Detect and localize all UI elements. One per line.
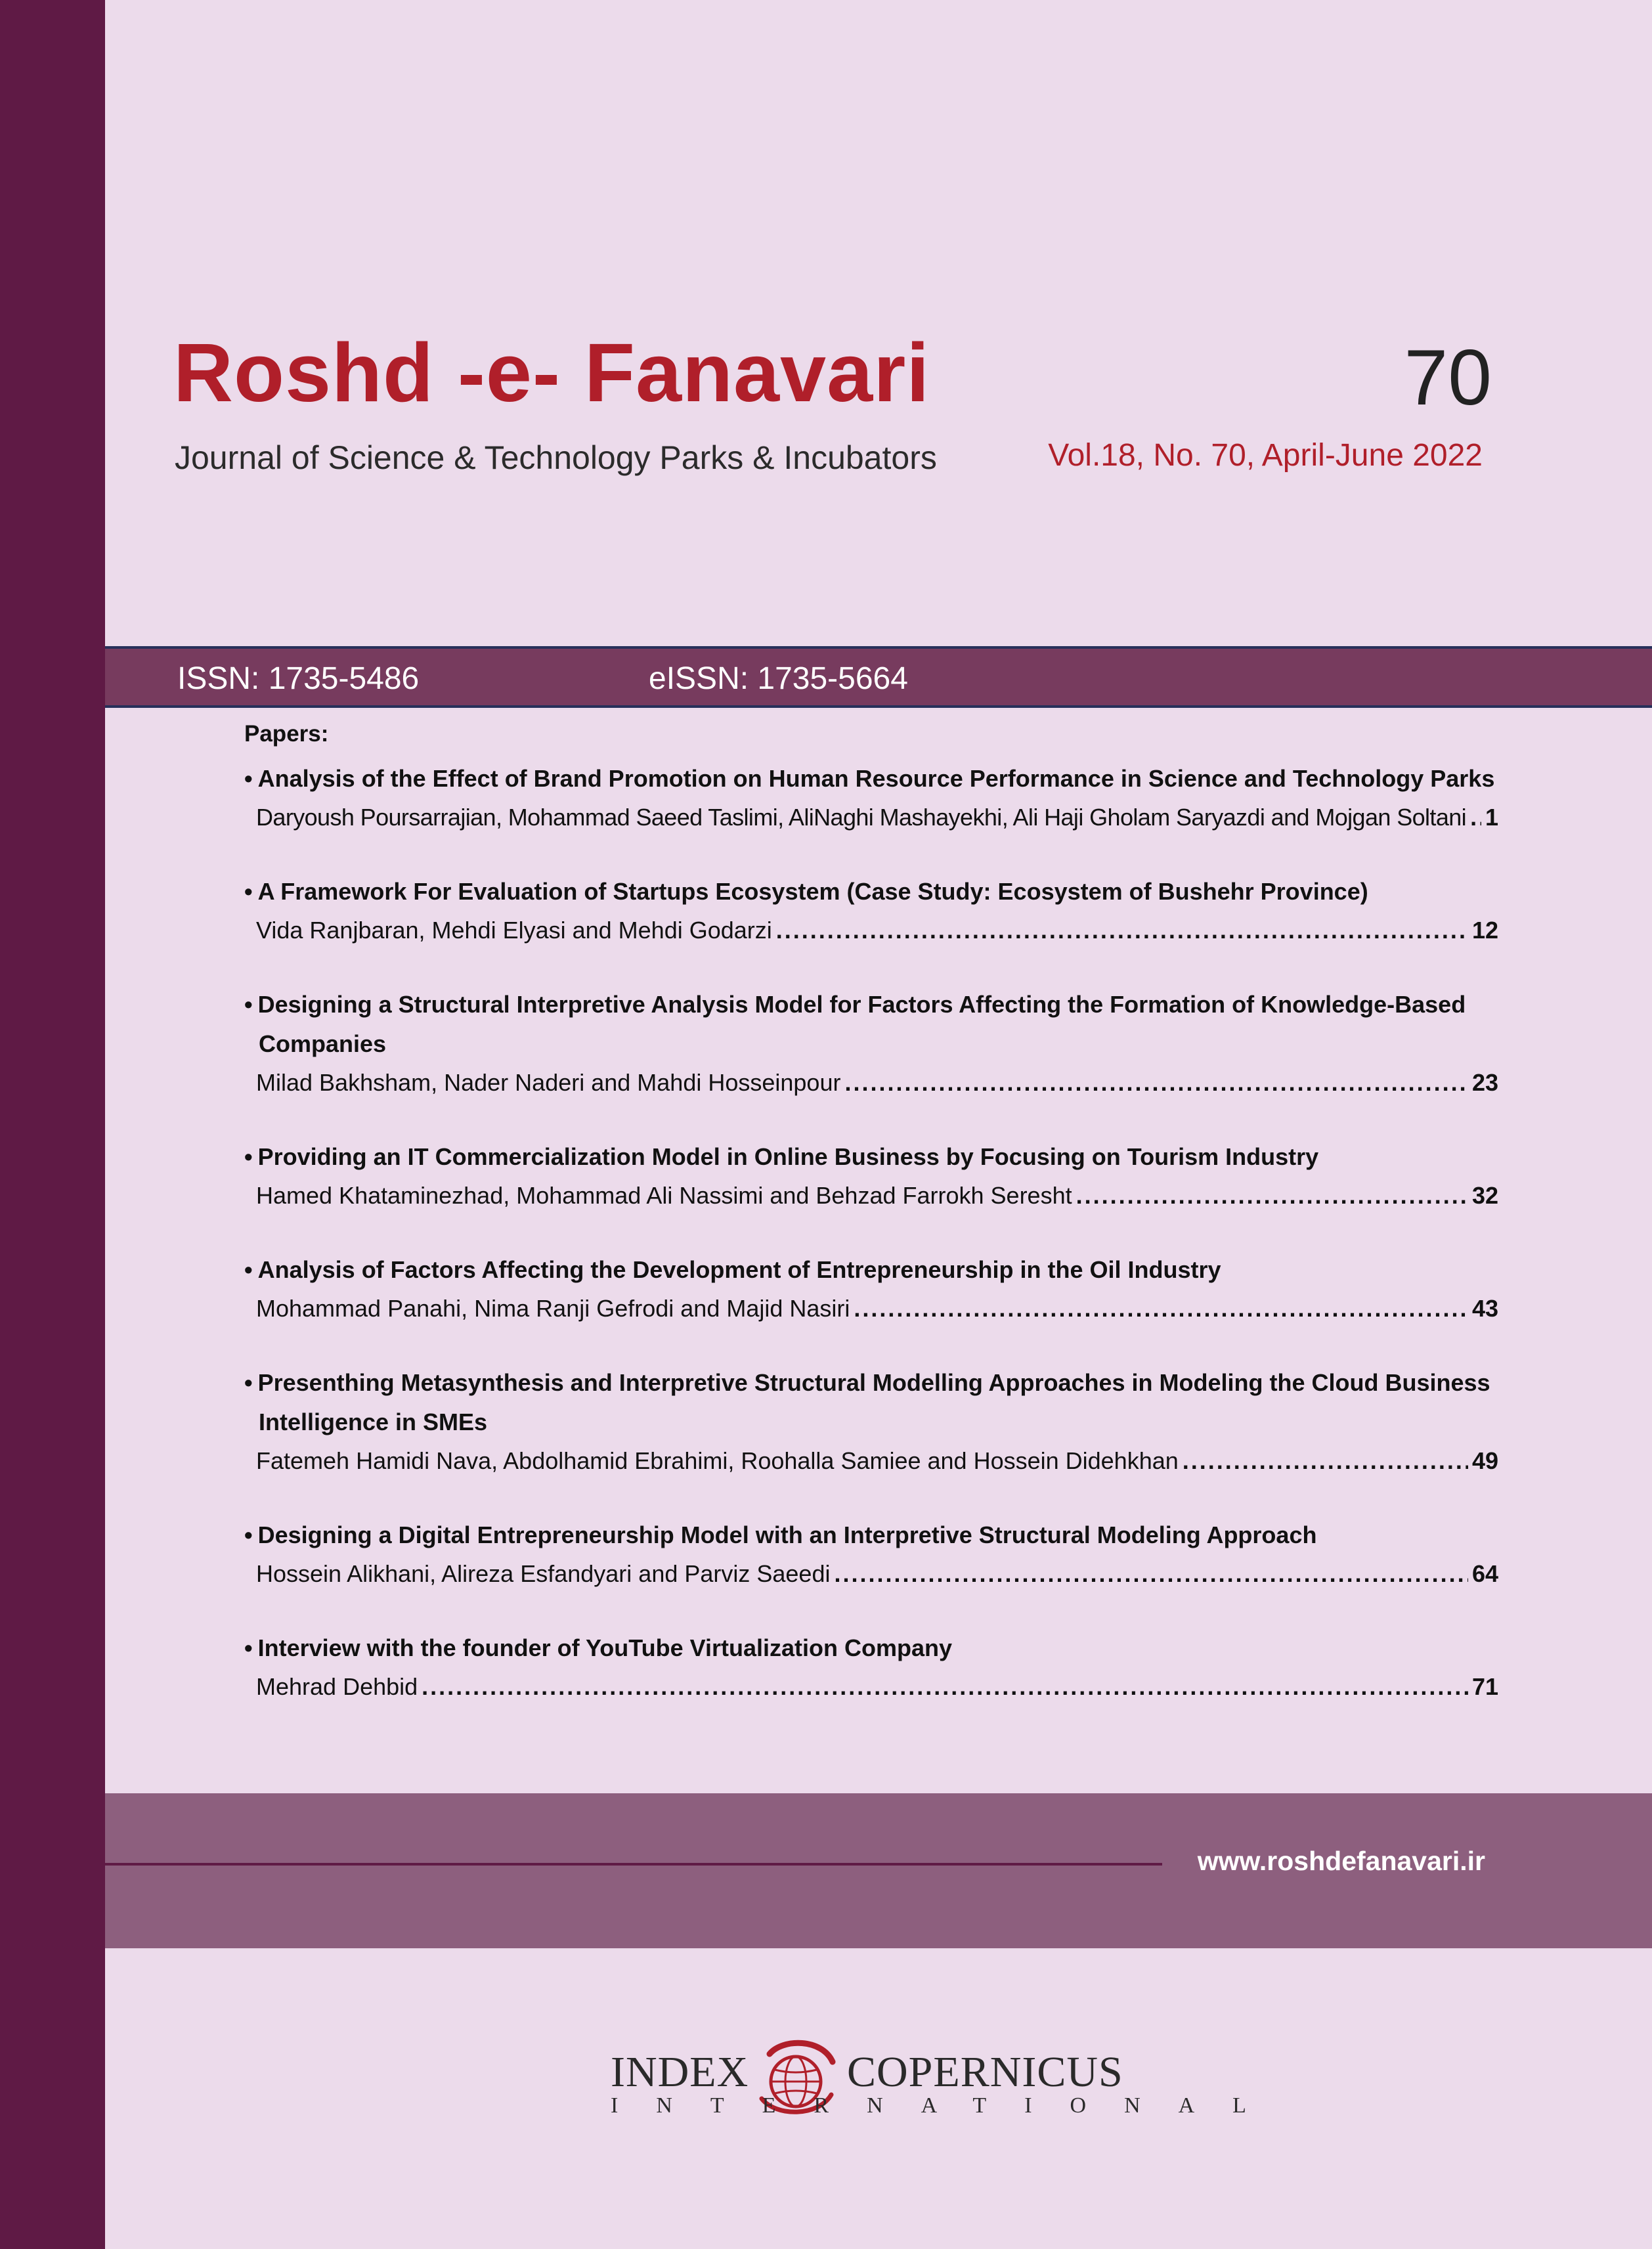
bullet: • — [244, 1256, 253, 1283]
paper-authors: Fatemeh Hamidi Nava, Abdolhamid Ebrahimi, Roohalla Samiee and Hossein Didehkhan — [256, 1447, 1179, 1474]
dot-leader — [1183, 1442, 1468, 1480]
paper-title — [244, 1516, 1498, 1555]
dot-leader — [776, 911, 1468, 950]
volume-line: Vol.18, No. 70, April-June 2022 — [1048, 438, 1483, 473]
dot-leader — [1470, 798, 1481, 837]
paper-byline — [244, 1064, 1498, 1102]
website-link[interactable]: www.roshdefanavari.ir — [1197, 1846, 1485, 1876]
issn-band — [105, 646, 1652, 708]
paper-title-text: Analysis of Factors Affecting the Development of Entrepreneurship in the Oil Industry — [257, 1256, 1221, 1283]
bullet: • — [244, 1521, 253, 1548]
paper-title — [244, 1250, 1498, 1290]
paper-byline — [244, 1442, 1498, 1480]
dot-leader — [854, 1290, 1468, 1328]
dot-leader — [834, 1555, 1467, 1593]
paper-title — [244, 1628, 1498, 1668]
paper-authors: Mohammad Panahi, Nima Ranji Gefrodi and Majid Nasiri — [256, 1295, 850, 1322]
paper-title — [244, 1363, 1498, 1442]
cover-spine — [0, 0, 105, 2249]
bullet: • — [244, 1369, 253, 1396]
paper-title — [244, 985, 1498, 1064]
toc-entry — [244, 1250, 1498, 1328]
paper-title-text: Presenthing Metasynthesis and Interpretive Structural Modelling Approaches in Modeling the Cloud Business Intelligence in SMEs — [257, 1369, 1490, 1435]
paper-byline — [244, 1555, 1498, 1593]
page-number: 32 — [1471, 1182, 1498, 1209]
paper-title-text: Analysis of the Effect of Brand Promotion on Human Resource Performance in Science and Technology Parks — [257, 765, 1495, 792]
paper-title-text: Providing an IT Commercialization Model in Online Business by Focusing on Tourism Industry — [257, 1143, 1319, 1170]
bullet: • — [244, 1143, 253, 1170]
paper-byline — [244, 1668, 1498, 1706]
toc-entry — [244, 1516, 1498, 1593]
paper-byline — [244, 1177, 1498, 1215]
journal-subtitle: Journal of Science & Technology Parks & Incubators — [175, 439, 937, 476]
bullet: • — [244, 765, 253, 792]
paper-authors: Mehrad Dehbid — [256, 1673, 418, 1700]
paper-title-text: Designing a Digital Entrepreneurship Model with an Interpretive Structural Modeling Approach — [257, 1521, 1317, 1548]
page-number: 23 — [1471, 1069, 1498, 1096]
paper-title — [244, 872, 1498, 911]
logo-word-copernicus: COPERNICUS — [847, 2048, 1123, 2096]
page-number: 12 — [1471, 917, 1498, 944]
toc-entry — [244, 1628, 1498, 1706]
paper-byline — [244, 911, 1498, 950]
page-number: 49 — [1471, 1447, 1498, 1474]
toc-entry — [244, 759, 1498, 837]
print-issn: ISSN: 1735-5486 — [177, 661, 420, 696]
paper-authors: Milad Bakhsham, Nader Naderi and Mahdi Hosseinpour — [256, 1069, 841, 1096]
footer-band — [105, 1793, 1652, 1948]
toc-heading: Papers: — [244, 721, 329, 747]
toc-entry — [244, 985, 1498, 1102]
paper-byline — [244, 1290, 1498, 1328]
toc-entry — [244, 872, 1498, 950]
logo-word-international: INTERNATIONAL — [611, 2093, 1284, 2118]
bullet: • — [244, 1634, 253, 1661]
paper-authors: Hossein Alikhani, Alireza Esfandyari and Parviz Saeedi — [256, 1560, 831, 1587]
paper-byline — [244, 798, 1498, 837]
page-number: 43 — [1471, 1295, 1498, 1322]
online-issn: eISSN: 1735-5664 — [649, 661, 908, 696]
page-number: 71 — [1471, 1673, 1498, 1700]
dot-leader — [1076, 1177, 1468, 1215]
paper-title-text: Interview with the founder of YouTube Virtualization Company — [257, 1634, 953, 1661]
bullet: • — [244, 991, 253, 1018]
dot-leader — [844, 1064, 1467, 1102]
dot-leader — [422, 1668, 1468, 1706]
toc-entry — [244, 1363, 1498, 1480]
footer-rule — [105, 1863, 1162, 1866]
paper-authors: Vida Ranjbaran, Mehdi Elyasi and Mehdi Godarzi — [256, 917, 772, 944]
paper-authors: Daryoush Poursarrajian, Mohammad Saeed Taslimi, AliNaghi Mashayekhi, Ali Haji Gholam Saryazdi and Mojgan Soltani — [256, 804, 1467, 831]
table-of-contents — [244, 721, 1498, 1741]
issue-number: 70 — [1404, 334, 1492, 422]
paper-authors: Hamed Khataminezhad, Mohammad Ali Nassimi and Behzad Farrokh Seresht — [256, 1182, 1072, 1209]
page-number: 64 — [1471, 1560, 1498, 1587]
page-number: 1 — [1485, 804, 1498, 831]
toc-entry — [244, 1137, 1498, 1215]
bullet: • — [244, 878, 253, 905]
paper-title-text: Designing a Structural Interpretive Analysis Model for Factors Affecting the Formation of Knowledge-Based Companies — [257, 991, 1466, 1057]
journal-title: Roshd -e- Fanavari — [173, 326, 930, 419]
paper-title-text: A Framework For Evaluation of Startups Ecosystem (Case Study: Ecosystem of Bushehr Province) — [257, 878, 1368, 905]
logo-word-index: INDEX — [611, 2048, 749, 2096]
paper-title — [244, 759, 1498, 798]
paper-title — [244, 1137, 1498, 1177]
